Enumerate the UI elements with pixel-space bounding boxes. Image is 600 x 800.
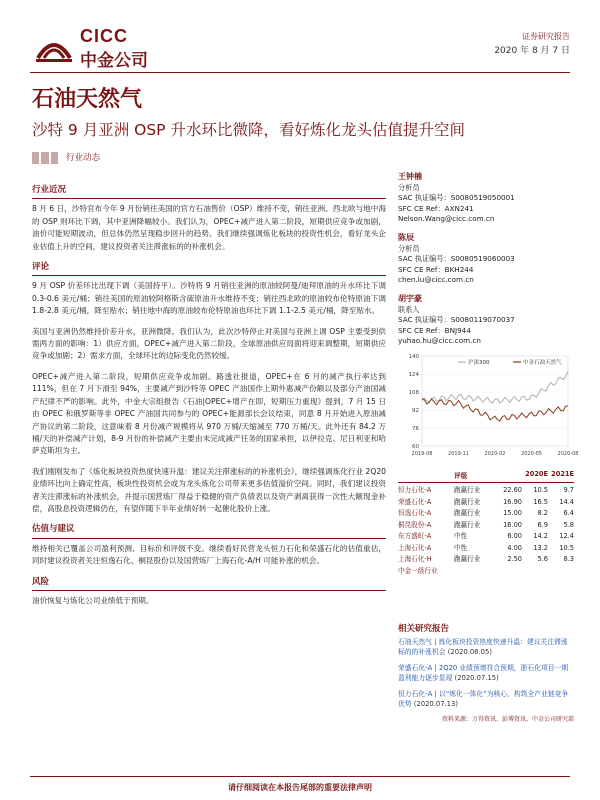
legend-label: 沪深300	[468, 360, 490, 366]
table-cell: 恒逸石化-A	[398, 509, 432, 517]
table-cell: 荣盛石化-A	[398, 497, 432, 506]
related-report-link[interactable]: 石油天然气 | 炼化板块投资热度快速升温：建议关注滞涨标的的补涨机会 (2020.08.05)	[398, 637, 568, 656]
x-tick-label: 2019-08	[411, 451, 433, 457]
table-row	[398, 554, 574, 566]
table-cell: 4.00	[507, 543, 522, 552]
performance-chart	[398, 346, 579, 464]
table-cell: 15.00	[503, 509, 522, 517]
table-cell: 6.9	[537, 520, 548, 529]
y-tick-label: 92	[412, 408, 419, 414]
section-industry	[32, 184, 386, 253]
section-divider	[32, 198, 386, 199]
table-cell	[548, 566, 574, 578]
legend-label: 中金石油天然气	[523, 360, 562, 366]
table-row	[398, 520, 574, 532]
analyst-email[interactable]: Nelson.Wang@cicc.com.cn	[398, 214, 495, 224]
table-cell: 2.50	[507, 555, 522, 563]
section-divider	[32, 538, 386, 539]
table-cell: 中性	[454, 532, 468, 540]
body-column	[32, 184, 386, 615]
table-cell: 桐昆股份-A	[398, 520, 432, 529]
analyst-role: 分析员	[398, 243, 420, 253]
analyst-card	[398, 233, 574, 286]
table-cell: 5.8	[563, 520, 574, 529]
table-cell: 中性	[454, 543, 468, 552]
related-report-link[interactable]: 荣盛石化-A | 2Q20 业绩预增符合预期，浙石化项目一期盈利能力逐步显现 (2020.07.15)	[398, 663, 569, 682]
report-type: 证券研究报告	[522, 32, 570, 41]
section-divider	[32, 275, 386, 276]
plot-frame	[422, 356, 568, 446]
table-cell: 6.00	[507, 532, 522, 540]
analyst-sac: SAC 执证编号：S0080119070037	[398, 315, 515, 325]
related-source: 资料来源：万得资讯、彭博资讯、中金公司研究部	[441, 715, 574, 723]
paragraph: 8 月 6 日，沙特官布今年 9 月份销往美国的官方石油售价（OSP）维持不变，销往亚洲、西北欧与地中海的 OSP 则环比下调，其中亚洲降幅较小。我们认为，OPEC+减产进入第二阶段，短期供应竞争或加剧，油价可能短期波动，但总体仍然呈现稳步回升的趋势。我们继续强调炼化板块的投资性机会，看好龙头企业估值上升的空间，建议投资者关注滞涨标的的补涨机会。	[32, 204, 386, 251]
y-tick-label: 108	[408, 390, 419, 396]
footer-divider	[30, 776, 570, 777]
table-cell: 跑赢行业	[454, 555, 481, 563]
series-line	[422, 371, 568, 403]
table-cell	[494, 566, 522, 578]
paragraph: 油价恢复与炼化公司业绩低于预期。	[32, 595, 154, 605]
table-row	[398, 485, 574, 497]
analyst-column	[398, 172, 574, 355]
report-tag	[32, 150, 592, 166]
table-cell: 22.60	[503, 486, 522, 494]
table-cell: 东方盛虹-A	[398, 532, 432, 540]
analyst-role: 分析员	[398, 182, 420, 192]
analyst-sfc: SFC CE Ref：BKH244	[398, 264, 474, 274]
analyst-sac: SAC 执证编号：S0080519060003	[398, 254, 515, 264]
table-cell	[522, 566, 548, 578]
table-cell	[454, 566, 494, 578]
section-head: 估值与建议	[32, 524, 75, 535]
table-header-cell: 评级	[454, 472, 468, 480]
paragraph: OPEC+减产进入第二阶段，短期供应竞争或加剧。路透社报道，OPEC+在 6 月的减产执行率达到 111%，但在 7 月下滑至 94%，主要减产到沙特等 OPEC 产油国作上期外惠减产份额以及部分产油国减产纪律不严的影响。此外，中金大宗组报告《石油|OPEC+增产在即，短期压力重现》提到，7 月 15 日由 OPEC 和俄罗斯等非 OPEC 产油国共同参与的 OPEC+能源部长会议结束，同意 8 月开始进入原油减产协议的第二阶段，这意味着 8 月份减产规模将从 970 万桶/天缩减至 770 万桶/天。此外还有 84.2 万桶/天的补偿减产计划，8-9 月份的补偿减产主要由未完成减产任务的国家承担，以伊拉克、尼日利亚和哈萨克斯坦为主。	[32, 371, 386, 456]
table-cell: 8.3	[563, 555, 574, 563]
analyst-role: 联系人	[398, 304, 420, 314]
logo-cn: 中金公司	[80, 51, 148, 71]
x-tick-label: 2020-02	[484, 451, 506, 457]
table-cell: 14.2	[533, 532, 548, 540]
table-header-cell	[494, 470, 522, 480]
table-cell: 上海石化-A	[398, 543, 432, 552]
table-cell: 9.7	[563, 486, 574, 494]
paragraph: 9 月 OSP 价差环比出现下调（美国持平）。沙特将 9 月销往亚洲的原油较阿曼/迪拜原油的升水环比下调 0.3-0.6 美元/桶；销往美国的原油较阿格斯含硫原油升水维持不变；销往西北欧的原油较布伦特原油下调 1.8-2.8 美元/桶，降至贴水；销往地中海的原油较布伦特原油也环比下调 1.1-2.5 美元/桶，降至贴水。	[32, 281, 386, 316]
section-divider	[32, 590, 386, 591]
section-head: 风险	[32, 576, 50, 587]
table-cell: 恒力石化-A	[398, 486, 432, 494]
y-tick-label: 76	[412, 426, 419, 432]
x-tick-label: 2019-11	[448, 451, 469, 457]
valuation-table	[398, 470, 574, 577]
table-cell: 5.6	[537, 555, 548, 563]
analyst-email[interactable]: chen.lu@cicc.com.cn	[398, 275, 474, 285]
table-row	[398, 543, 574, 555]
analyst-name: 胡宇豪	[398, 293, 422, 303]
x-tick-label: 2020-08	[557, 451, 579, 457]
analyst-name: 王钟楠	[398, 172, 422, 181]
table-cell: 14.4	[559, 497, 574, 506]
table-row	[398, 508, 574, 520]
footer-disclaimer[interactable]: 请仔细阅读在本报告尾部的重要法律声明	[228, 783, 372, 792]
table-cell: 跑赢行业	[454, 509, 481, 517]
table-header-cell	[398, 470, 454, 480]
section-risk	[32, 576, 386, 608]
table-cell: 6.4	[563, 509, 574, 517]
report-date: 2020 年 8 月 7 日	[494, 46, 570, 56]
table-row	[398, 531, 574, 543]
section-head: 行业近况	[32, 185, 67, 195]
section-title: 石油天然气	[32, 86, 143, 112]
table-header	[398, 470, 574, 483]
table-cell: 16.90	[503, 497, 522, 506]
section-comment	[32, 261, 386, 515]
table-cell: 8.2	[537, 509, 548, 517]
y-tick-label: 140	[408, 354, 419, 360]
logo-en: CICC	[80, 26, 128, 46]
analyst-card	[398, 172, 574, 225]
table-cell: 上海石化-H	[398, 555, 432, 563]
table-header-cell: 2020E	[525, 470, 548, 478]
table-cell: 中金一级行业	[398, 566, 438, 575]
section-head: 评论	[32, 262, 50, 273]
table-cell: 16.00	[503, 520, 522, 529]
table-row	[398, 497, 574, 509]
analyst-sfc: SFC CE Ref：AXN241	[398, 203, 474, 213]
paragraph: 维持相关已覆盖公司盈利预测、目标价和评级不变。继续看好民营龙头恒力石化和荣盛石化的估值重估，同时建议投资者关注恒逸石化、桐昆股份以及国营炼厂上海石化-A/H 可能补涨的机会。	[32, 543, 386, 566]
related-reports	[398, 624, 574, 725]
analyst-sfc: SFC CE Ref：BNJ944	[398, 325, 471, 335]
section-valuation	[32, 523, 386, 567]
y-tick-label: 60	[412, 444, 419, 450]
related-head: 相关研究报告	[398, 624, 450, 634]
table-cell: 跑赢行业	[454, 497, 481, 506]
y-tick-label: 124	[408, 372, 419, 378]
table-cell: 10.5	[533, 486, 548, 494]
tag-label: 行业动态	[66, 153, 101, 163]
paragraph: 我们刚刚发布了《炼化板块投资热度快速升温：建议关注滞涨标的的补涨机会》，继续强调炼化行业 2Q20 业绩环比向上确定性高，板块性投资机会或为龙头炼化公司带来更多估值溢价空间。同时，我们建议投资者关注滞涨标的补涨机会，并提示国营炼厂得益于稳健的资产负债表以及资产剥离获得一次性大额现金补偿，高股息投资逻辑仍在，有望伴随下半年业绩好转一起催化股价上涨。	[32, 466, 386, 513]
table-cell: 10.5	[559, 543, 574, 552]
table-body	[398, 485, 574, 577]
cicc-logo	[34, 26, 184, 71]
table-header-cell: 2021E	[551, 470, 574, 478]
paragraph: 美国与亚洲仍然维持价差升水，亚洲微降。我们认为，此次沙特停止对美国与亚洲上调 OSP 主要受到供需两方面的影响：1）供应方面，OPEC+减产进入第二阶段，全球原油供应局面将迎来调整期，短期供应竞争或加剧；2）需求方面，全球环比的边际变化仍然较缓。	[32, 326, 386, 361]
table-cell: 跑赢行业	[454, 486, 481, 494]
analyst-name: 陈辰	[398, 232, 414, 242]
analyst-sac: SAC 执证编号：S0080519050001	[398, 193, 515, 203]
table-cell: 16.5	[533, 497, 548, 506]
table-row	[398, 566, 574, 578]
tag-icon	[32, 152, 58, 164]
table-cell: 13.2	[533, 543, 548, 552]
header-right	[494, 30, 570, 58]
analyst-email[interactable]: yuhao.hu@cicc.com.cn	[398, 336, 481, 346]
cicc-logo-icon	[34, 30, 74, 64]
analyst-card	[398, 294, 574, 347]
table-cell: 跑赢行业	[454, 520, 481, 529]
main-title: 沙特 9 月亚洲 OSP 升水环比微降，看好炼化龙头估值提升空间	[32, 121, 465, 139]
x-tick-label: 2020-05	[521, 451, 542, 457]
related-report-link[interactable]: 恒力石化-A | 以“炼化一体化”为核心，构筑全产业链竞争优势 (2020.07.13)	[398, 689, 569, 708]
header-divider	[30, 72, 570, 73]
table-cell: 12.4	[559, 532, 574, 540]
